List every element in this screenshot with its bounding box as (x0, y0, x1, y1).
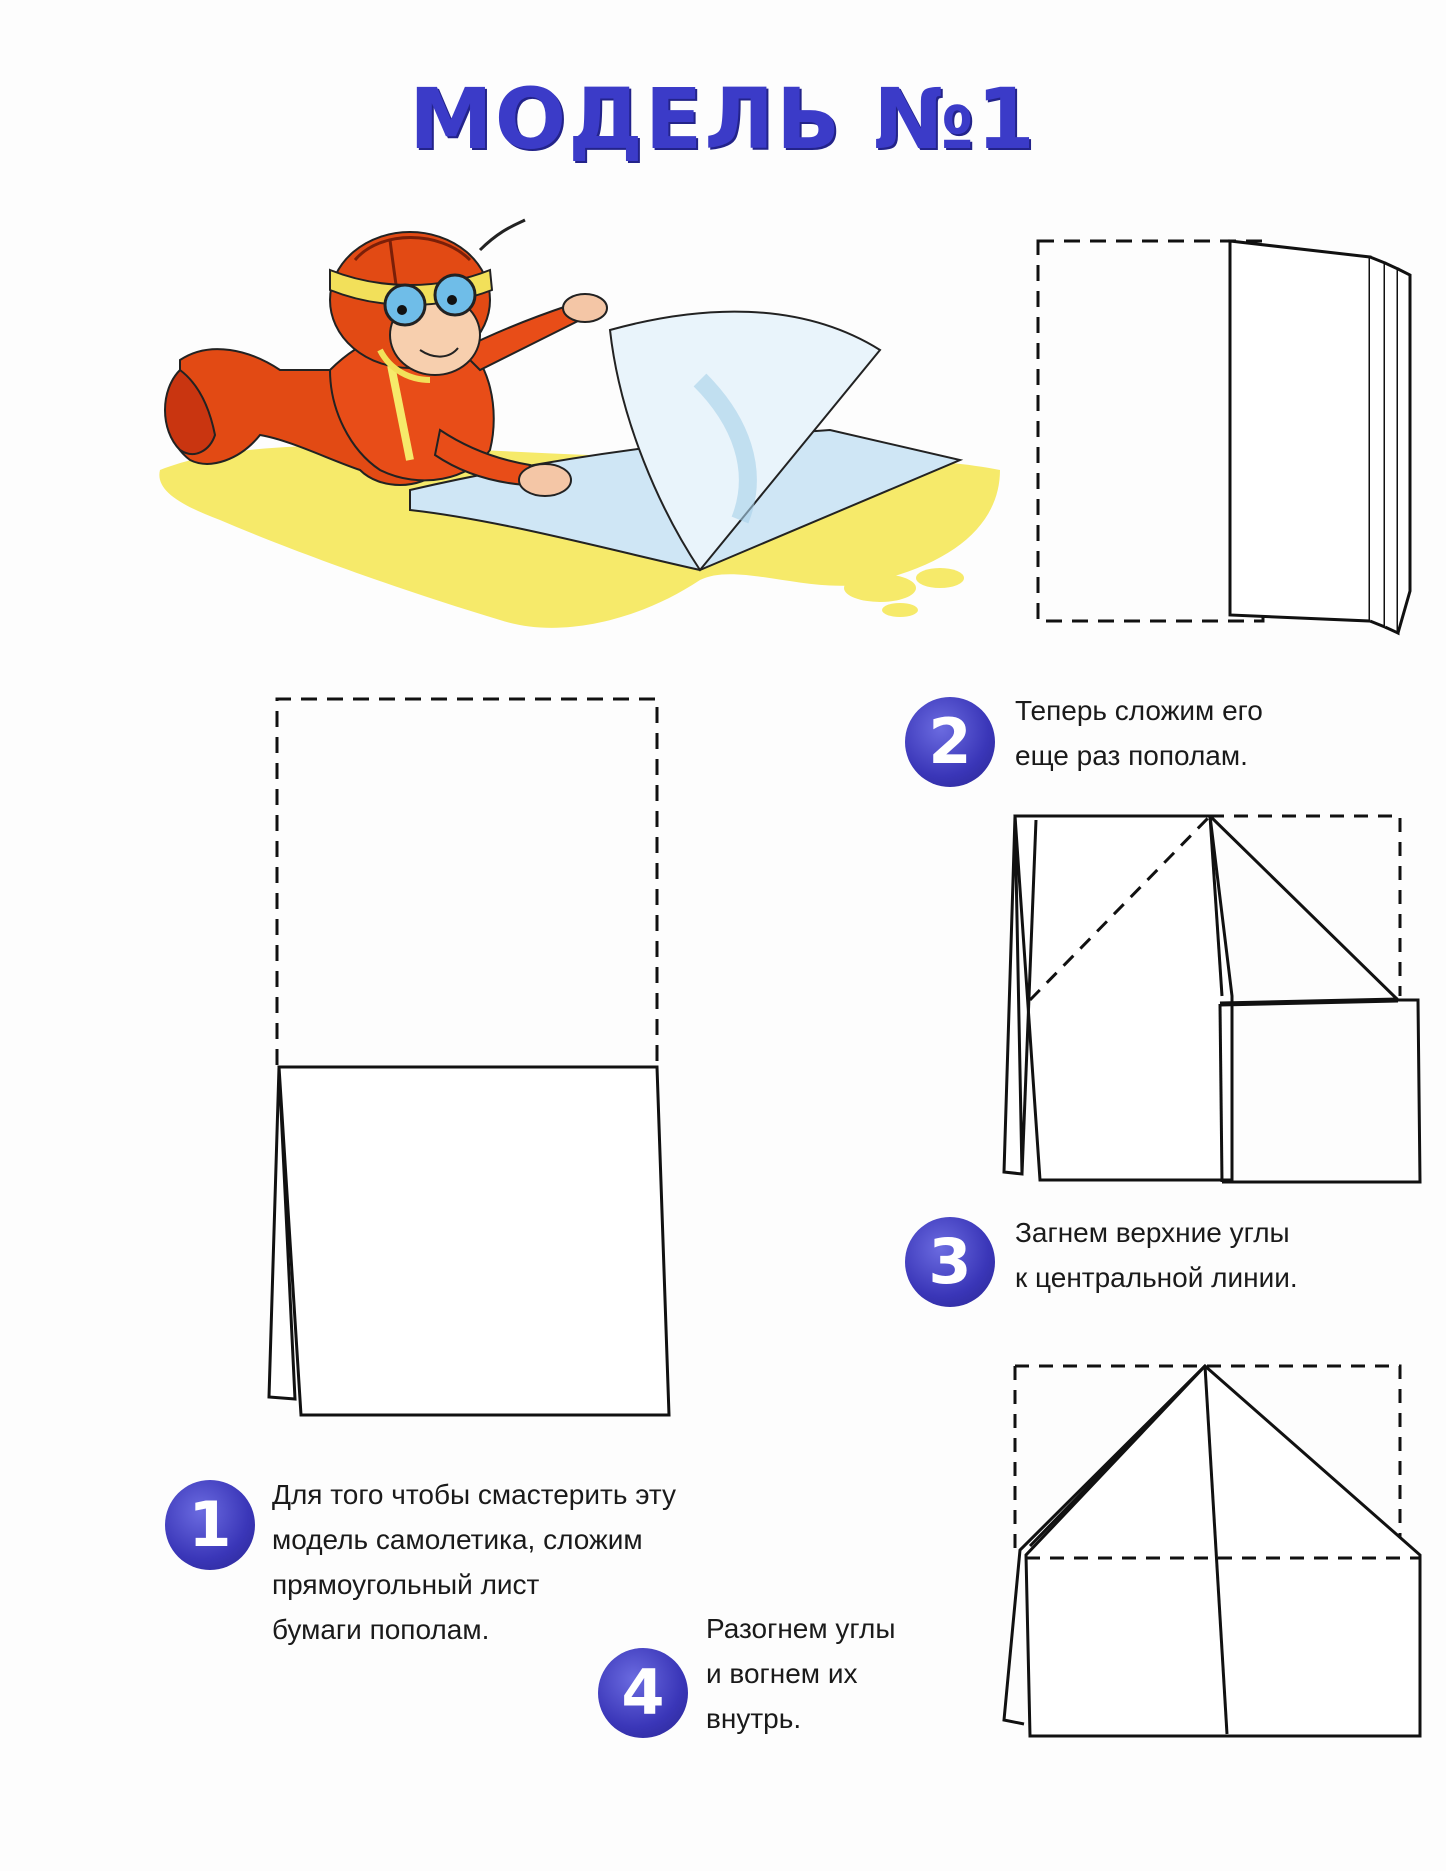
step-2-badge: 2 (905, 697, 995, 787)
page-title: МОДЕЛЬ №1 (409, 70, 1037, 168)
step-4-line: и вогнем их (706, 1658, 858, 1689)
fold-diagram-step-1 (265, 695, 685, 1425)
step-4-badge: 4 (598, 1648, 688, 1738)
step-3-line: Загнем верхние углы (1015, 1217, 1290, 1248)
step-2-line: еще раз пополам. (1015, 740, 1248, 771)
pilot-illustration (140, 220, 1020, 650)
step-1-badge: 1 (165, 1480, 255, 1570)
step-2-line: Теперь сложим его (1015, 695, 1263, 726)
step-4-text (706, 1606, 895, 1741)
step-4-line: Разогнем углы (706, 1613, 896, 1644)
step-3-text (1015, 1210, 1298, 1300)
step-1-line: бумаги пополам. (272, 1614, 490, 1645)
fold-diagram-top-right (1030, 235, 1430, 635)
step-3-line: к центральной линии. (1015, 1262, 1298, 1293)
step-1-line: модель самолетика, сложим (272, 1524, 643, 1555)
step-2-text (1015, 688, 1263, 778)
step-4-line: внутрь. (706, 1703, 802, 1734)
step-1-line: Для того чтобы смастерить эту (272, 1479, 677, 1510)
step-3-badge: 3 (905, 1217, 995, 1307)
fold-diagram-step-4 (1000, 1360, 1430, 1740)
step-1-text (272, 1472, 676, 1652)
fold-diagram-step-2 (1000, 810, 1430, 1190)
step-1-line: прямоугольный лист (272, 1569, 540, 1600)
